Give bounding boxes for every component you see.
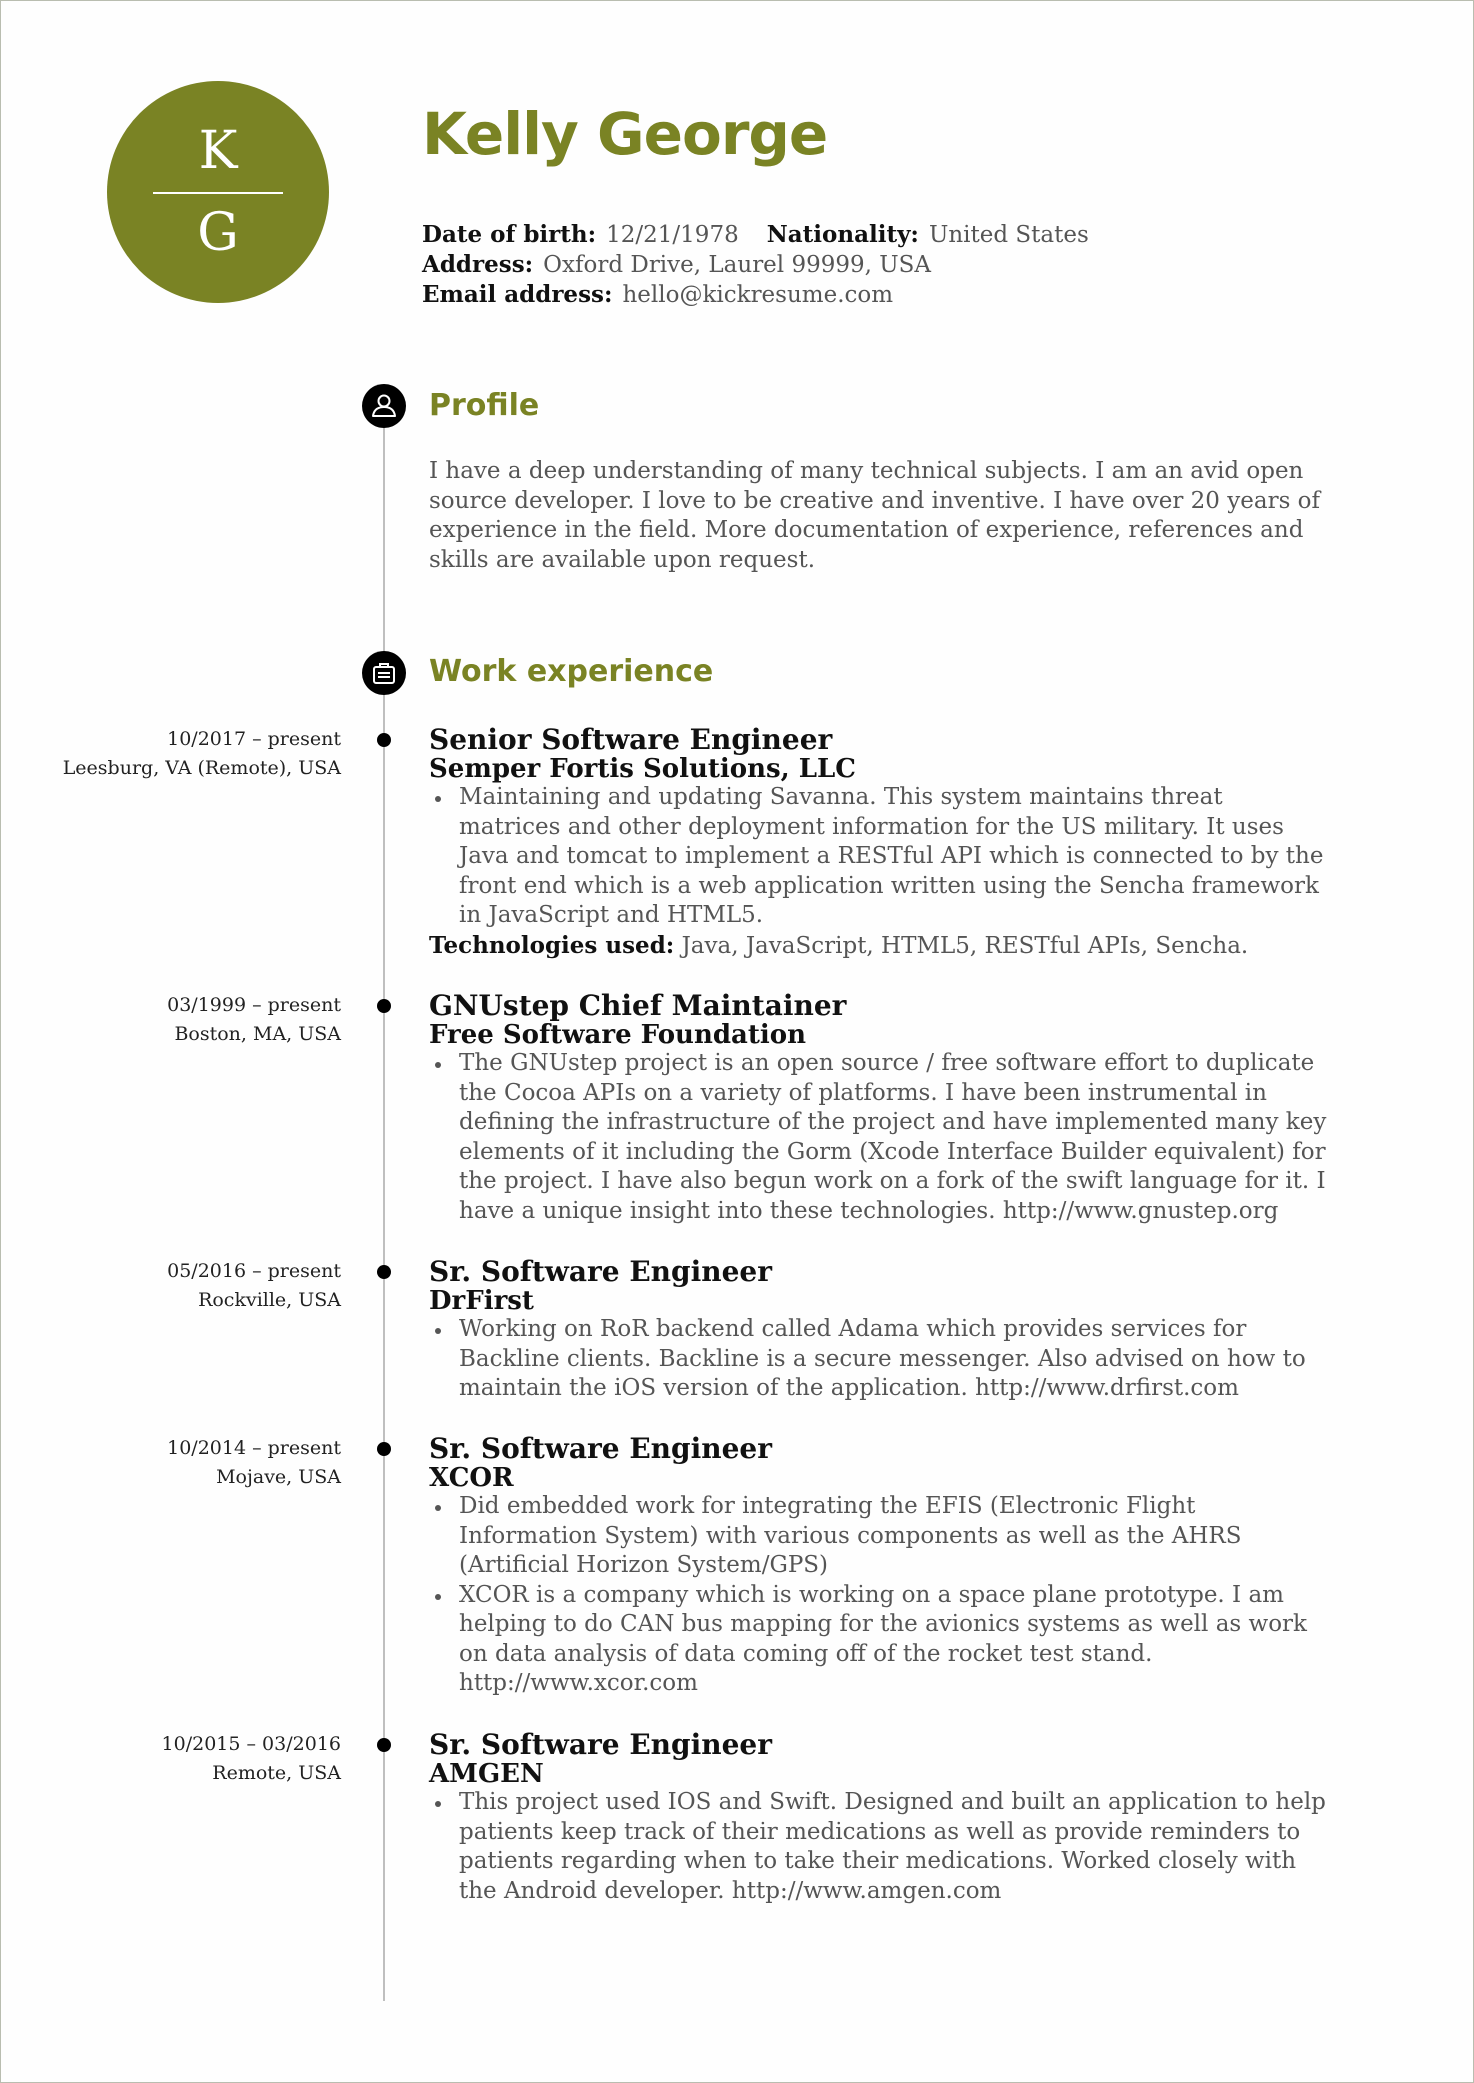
job-meta [41, 1730, 341, 1788]
job-bullet: This project used IOS and Swift. Designed and built an application to help patients keep track of their medications as well as provide reminders to patients regarding when to take their medications. Worked closely with the Android developer. http://www.amgen.com [459, 1788, 1329, 1906]
tech-value: Java, JavaScript, HTML5, RESTful APIs, Sencha. [681, 932, 1249, 959]
job-bullet: Did embedded work for integrating the EFIS (Electronic Flight Information System) with various components as well as the AHRS (Artificial Horizon System/GPS) [459, 1492, 1329, 1581]
job-title: Senior Software Engineer [429, 723, 833, 756]
job-bullet: Maintaining and updating Savanna. This system maintains threat matrices and other deployment information for the US military. It uses Java and tomcat to implement a RESTful API which is connected to by the front end which is a web application written using the Sencha framework in JavaScript and HTML5. [459, 783, 1329, 931]
job-entry [429, 725, 1329, 961]
tech-label: Technologies used: [429, 931, 675, 959]
timeline-dot [377, 1442, 391, 1456]
job-bullets [429, 1315, 1329, 1404]
timeline-dot [377, 1738, 391, 1752]
info-row-2 [422, 250, 1089, 280]
timeline-dot [377, 1265, 391, 1279]
work-experience-heading: Work experience [429, 654, 714, 689]
job-bullets [429, 1788, 1329, 1906]
job-bullet: XCOR is a company which is working on a space plane prototype. I am helping to do CAN bus mapping for the avionics systems as well as work on data analysis of data coming off of the rocket test stand. http://www.xcor.com [459, 1581, 1329, 1699]
job-date: 10/2017 – present [167, 728, 341, 750]
job-company: Free Software Foundation [429, 1020, 807, 1050]
timeline-dot [377, 733, 391, 747]
timeline-dot [377, 999, 391, 1013]
job-bullets [429, 1492, 1329, 1699]
candidate-name: Kelly George [422, 100, 828, 168]
job-date: 05/2016 – present [167, 1260, 341, 1282]
job-company: DrFirst [429, 1286, 534, 1316]
profile-text: I have a deep understanding of many technical subjects. I am an avid open source developer. I love to be creative and inventive. I have over 20 years of experience in the field. More documentation of experience, references and skills are available upon request. [429, 458, 1321, 573]
job-entry [429, 991, 1329, 1226]
job-location: Leesburg, VA (Remote), USA [62, 757, 341, 779]
nationality-label: Nationality: [766, 221, 919, 248]
job-meta [41, 991, 341, 1049]
job-entry [429, 1730, 1329, 1906]
job-meta [41, 1434, 341, 1492]
personal-info [422, 220, 1089, 310]
job-location: Mojave, USA [216, 1466, 341, 1488]
job-company: Semper Fortis Solutions, LLC [429, 754, 856, 784]
job-location: Boston, MA, USA [174, 1023, 341, 1045]
info-row-1 [422, 220, 1089, 250]
job-bullets [429, 783, 1329, 931]
job-bullet: Working on RoR backend called Adama which provides services for Backline clients. Backline is a secure messenger. Also advised on how to maintain the iOS version of the application. http://www.drfirst.com [459, 1315, 1329, 1404]
timeline-line [383, 406, 385, 2001]
job-date: 03/1999 – present [167, 994, 341, 1016]
email-value[interactable]: hello@kickresume.com [622, 282, 894, 308]
job-entry [429, 1257, 1329, 1404]
job-location: Rockville, USA [198, 1289, 341, 1311]
job-title: Sr. Software Engineer [429, 1728, 772, 1761]
job-title: Sr. Software Engineer [429, 1255, 772, 1288]
job-title: Sr. Software Engineer [429, 1432, 772, 1465]
monogram-divider [153, 192, 283, 194]
monogram-bottom-letter: G [197, 203, 239, 263]
technologies [429, 931, 1329, 962]
job-entry [429, 1434, 1329, 1699]
job-date: 10/2014 – present [167, 1437, 341, 1459]
job-company: XCOR [429, 1463, 514, 1493]
dob-value: 12/21/1978 [606, 222, 739, 248]
address-label: Address: [422, 251, 534, 278]
job-meta [41, 725, 341, 783]
job-title: GNUstep Chief Maintainer [429, 989, 847, 1022]
dob-label: Date of birth: [422, 221, 597, 248]
monogram-avatar [107, 81, 329, 303]
monogram-top-letter: K [198, 121, 238, 181]
info-row-3 [422, 280, 1089, 310]
email-label: Email address: [422, 281, 613, 308]
person-icon [362, 384, 406, 428]
address-value: Oxford Drive, Laurel 99999, USA [543, 252, 932, 278]
job-date: 10/2015 – 03/2016 [161, 1733, 341, 1755]
profile-heading: Profile [429, 388, 540, 423]
job-company: AMGEN [429, 1759, 544, 1789]
briefcase-icon [362, 651, 406, 695]
job-meta [41, 1257, 341, 1315]
nationality-value: United States [928, 222, 1089, 248]
job-bullet: The GNUstep project is an open source / free software effort to duplicate the Cocoa APIs on a variety of platforms. I have been instrumental in defining the infrastructure of the project and have implemented many key elements of it including the Gorm (Xcode Interface Builder equivalent) for the project. I have also begun work on a fork of the swift language for it. I have a unique insight into these technologies. http://www.gnustep.org [459, 1049, 1329, 1226]
job-location: Remote, USA [212, 1762, 341, 1784]
job-bullets [429, 1049, 1329, 1226]
